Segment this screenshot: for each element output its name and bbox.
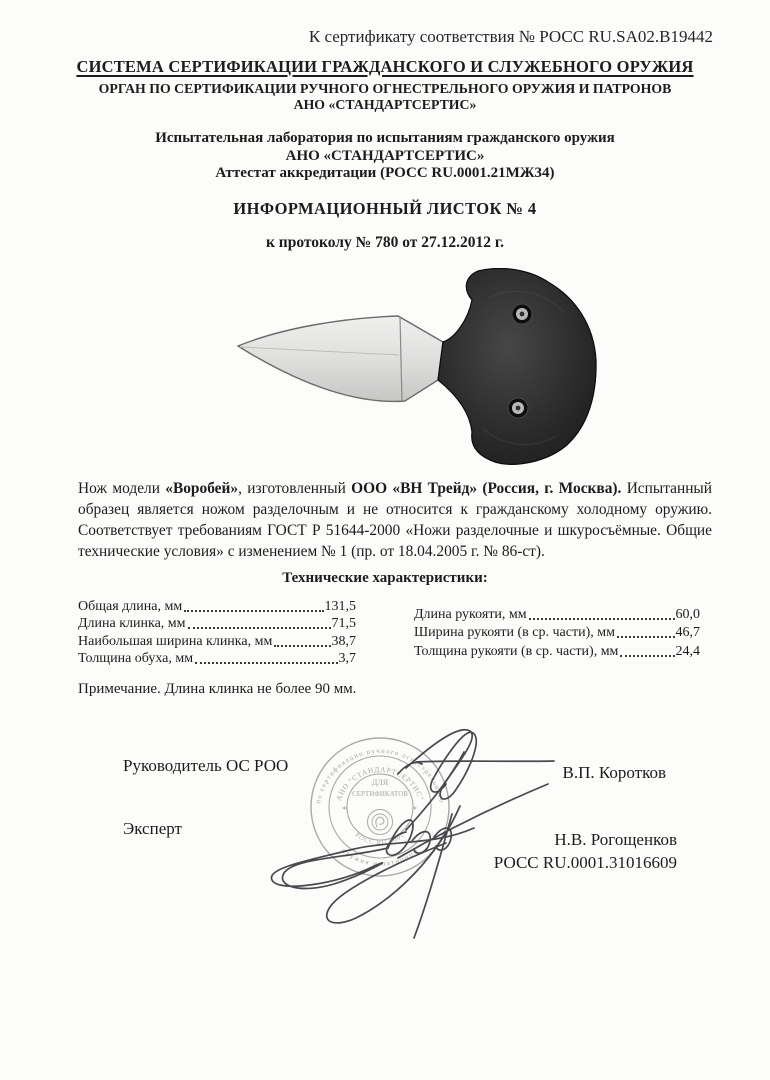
stamp-outer-bottom-text: оружия и патронов	[340, 846, 420, 868]
stamp-outer-top-text: по сертификации ручного огнестрельного	[313, 746, 447, 805]
certification-body-line: ОРГАН ПО СЕРТИФИКАЦИИ РУЧНОГО ОГНЕСТРЕЛЬНОГО ОРУЖИЯ И ПАТРОНОВ	[98, 81, 672, 96]
spec-label: Общая длина, мм	[78, 598, 183, 614]
spec-row	[414, 641, 700, 660]
dotted-leader	[620, 655, 674, 657]
specs-title: Технические характеристики:	[282, 570, 488, 586]
accreditation-line: Аттестат аккредитации (РОСС RU.0001.21МЖ34)	[215, 165, 555, 181]
knife-blade	[238, 316, 443, 401]
stamp-ring-bottom-text: РОСС RU.0001	[353, 831, 407, 847]
desc-model-name: «Воробей»	[165, 480, 239, 497]
knife-handle	[438, 268, 596, 464]
certificate-number-line: К сертификату соответствия № РОСС RU.SA02.B19442	[308, 27, 713, 46]
handwritten-signatures	[230, 710, 590, 950]
page-title: ИНФОРМАЦИОННЫЙ ЛИСТОК № 4	[233, 199, 537, 218]
spec-value: 3,7	[338, 651, 356, 666]
spec-value: 24,4	[675, 643, 700, 659]
system-title: СИСТЕМА СЕРТИФИКАЦИИ ГРАЖДАНСКОГО И СЛУЖЕБНОГО ОРУЖИЯ	[76, 57, 694, 76]
signature-expert-name: Н.В. Рогощенков	[554, 830, 677, 849]
signature-expert-number: РОСС RU.0001.31016609	[493, 853, 677, 872]
spec-row	[78, 615, 356, 633]
spec-label: Длина клинка, мм	[78, 616, 186, 631]
spec-row	[78, 597, 356, 615]
spec-label: Толщина обуха, мм	[78, 651, 194, 666]
stamp-ring-top-text: АНО "СТАНДАРТСЕРТИС"	[334, 764, 426, 802]
desc-segment: , изготовленный	[238, 480, 352, 497]
spec-value: 60,0	[675, 606, 700, 622]
spec-label: Длина рукояти, мм	[414, 606, 527, 622]
testing-lab-name: АНО «СТАНДАРТСЕРТИС»	[285, 148, 485, 164]
specs-left-column	[78, 597, 356, 667]
dotted-leader	[195, 662, 337, 664]
signature-expert-label: Эксперт	[123, 819, 182, 838]
stamp-star-right: *	[412, 805, 417, 816]
dotted-leader	[529, 618, 675, 620]
specs-table	[78, 597, 700, 667]
knife-photo	[212, 268, 604, 482]
spec-row	[78, 650, 356, 668]
desc-manufacturer: ООО «ВН Трейд» (Россия, г. Москва).	[351, 480, 622, 497]
stamp-center-line1: ДЛЯ	[371, 778, 389, 787]
specs-right-column	[414, 604, 700, 667]
signature-korotkov	[398, 730, 554, 830]
handle-screw-top	[512, 304, 532, 324]
note-line: Примечание. Длина клинка не более 90 мм.	[78, 681, 357, 697]
certification-body-name: АНО «СТАНДАРТСЕРТИС»	[293, 97, 477, 112]
protocol-line: к протоколу № 780 от 27.12.2012 г.	[265, 234, 505, 251]
spec-row	[78, 632, 356, 650]
handle-screw-bottom	[508, 398, 528, 418]
dotted-leader	[617, 636, 675, 638]
spec-value: 131,5	[324, 598, 356, 614]
spec-label: Толщина рукояти (в ср. части), мм	[414, 643, 619, 659]
spec-label: Наибольшая ширина клинка, мм	[78, 633, 273, 649]
dotted-leader	[188, 627, 331, 629]
spec-label: Ширина рукояти (в ср. части), мм	[414, 625, 615, 640]
spec-row	[414, 604, 700, 623]
stamp-center-line2: СЕРТИФИКАТОВ	[352, 790, 408, 798]
signature-head-name: В.П. Коротков	[562, 763, 666, 782]
spec-value: 46,7	[675, 625, 700, 640]
description-paragraph	[78, 478, 712, 562]
dotted-leader	[184, 610, 323, 612]
spec-value: 71,5	[331, 616, 356, 631]
desc-segment: Испытанный образец является ножом разделочным и не относится к гражданскому холодному оружию. Соответствует требованиям ГОСТ Р 51644-2000 «Ножи разделочные и шкуросъёмные. Общие технические условия» с изменением № 1 (пр. от 18.04.2005 г. № 86-ст).	[78, 480, 713, 560]
testing-lab-line: Испытательная лаборатория по испытаниям гражданского оружия	[155, 130, 615, 146]
spec-value: 38,7	[331, 633, 356, 649]
signature-head-label: Руководитель ОС РОО	[123, 756, 289, 775]
desc-segment: Нож модели	[78, 480, 166, 497]
spec-row	[414, 623, 700, 642]
stamp-star-left: *	[342, 805, 347, 816]
dotted-leader	[274, 645, 330, 647]
